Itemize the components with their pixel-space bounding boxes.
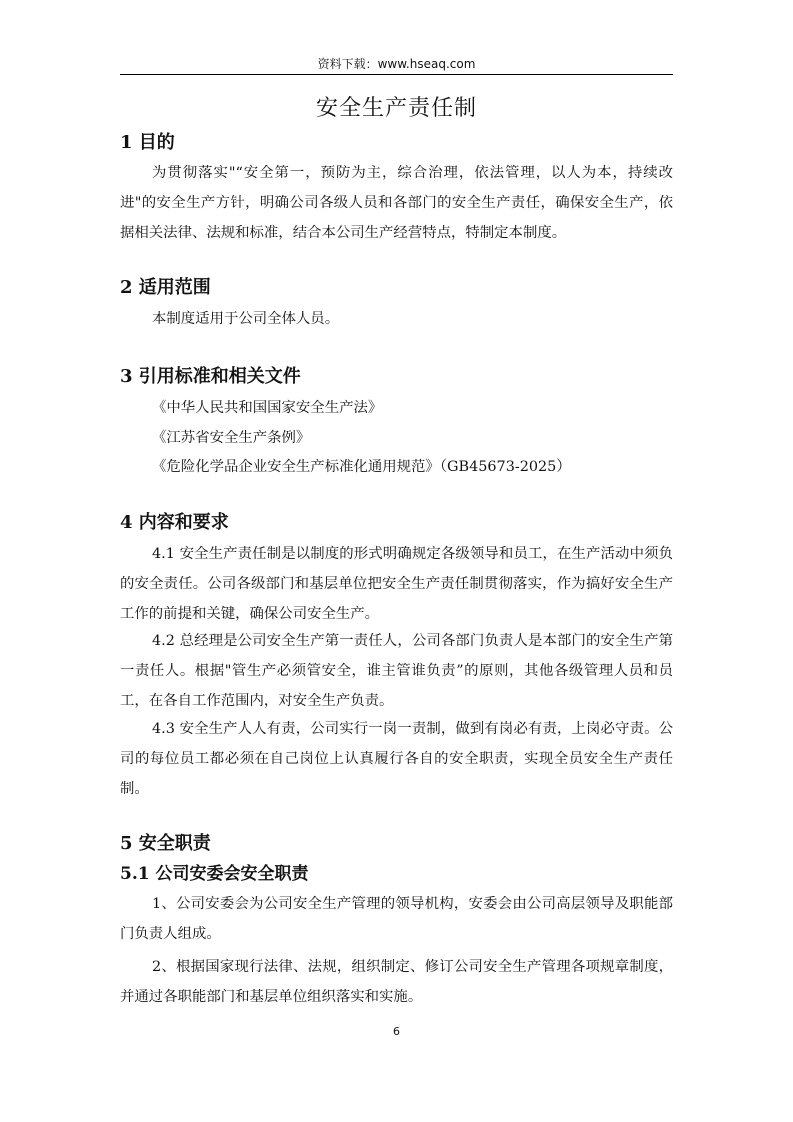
document-title: 安全生产责任制 bbox=[315, 96, 477, 121]
section-purpose-paragraph: 为贯彻落实"“安全第一，预防为主，综合治理，依法管理，以人为本，持续改进"的安全生产方针，明确公司各级人员和各部门的安全生产责任，确保安全生产，依据相关法律、法规和标准，结合本公司生产经营特点，特制定本制度。 bbox=[120, 165, 673, 241]
subsection-heading-committee: 5.1 公司安委会安全职责 bbox=[120, 864, 309, 884]
section-heading-responsibilities: 5 安全职责 bbox=[120, 833, 211, 854]
section-heading-content: 4 内容和要求 bbox=[120, 512, 229, 533]
reference-item: 《中华人民共和国国家安全生产法》 bbox=[152, 400, 383, 416]
page-header: 资料下载：www.hseaq.com bbox=[317, 57, 476, 71]
content-paragraph-4-3: 4.3 安全生产人人有责，公司实行一岗一责制，做到有岗必有责，上岗必守责。公司的每位员工都必须在自己岗位上认真履行各自的安全职责，实现全员安全生产责任制。 bbox=[120, 721, 673, 797]
section-scope-paragraph: 本制度适用于公司全体人员。 bbox=[152, 311, 340, 327]
reference-item: 《江苏省安全生产条例》 bbox=[152, 430, 311, 446]
committee-paragraph-2: 2、根据国家现行法律、法规，组织制定、修订公司安全生产管理各项规章制度，并通过各职能部门和基层单位组织落实和实施。 bbox=[120, 959, 673, 1005]
header-divider bbox=[120, 74, 673, 75]
content-paragraph-4-1: 4.1 安全生产责任制是以制度的形式明确规定各级领导和员工，在生产活动中须负的安全责任。公司各级部门和基层单位把安全生产责任制贯彻落实，作为搞好安全生产工作的前提和关键，确保公司安全生产。 bbox=[120, 546, 673, 622]
section-heading-purpose: 1 目的 bbox=[120, 132, 175, 153]
content-paragraph-4-2: 4.2 总经理是公司安全生产第一责任人，公司各部门负责人是本部门的安全生产第一责任人。根据"管生产必须管安全，谁主管谁负责”的原则，其他各级管理人员和员工，在各自工作范围内，对安全生产负责。 bbox=[120, 633, 673, 709]
page-number: 6 bbox=[393, 1025, 400, 1038]
reference-item: 《危险化学品企业安全生产标准化通用规范》（GB45673-2025） bbox=[152, 459, 571, 475]
section-heading-scope: 2 适用范围 bbox=[120, 277, 211, 298]
section-heading-references: 3 引用标准和相关文件 bbox=[120, 366, 301, 387]
committee-paragraph-1: 1、公司安委会为公司安全生产管理的领导机构，安委会由公司高层领导及职能部门负责人组成。 bbox=[120, 896, 673, 942]
